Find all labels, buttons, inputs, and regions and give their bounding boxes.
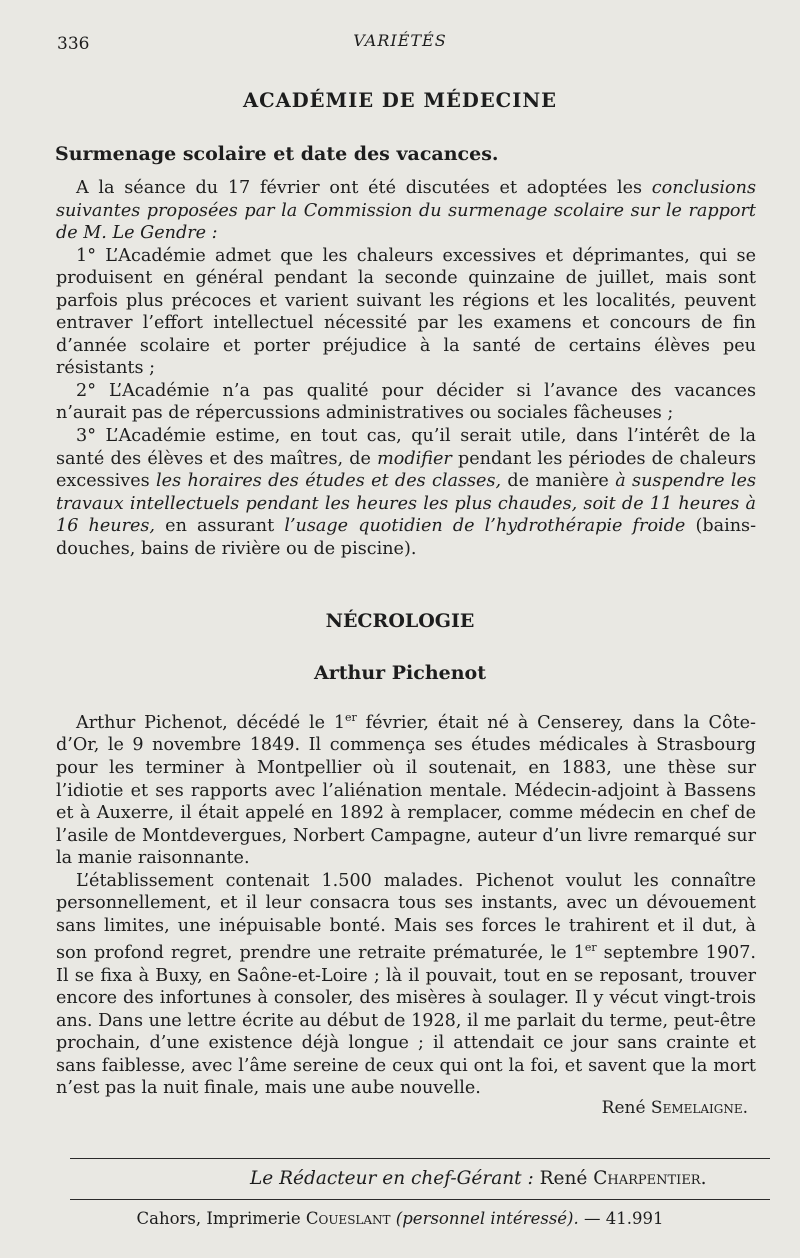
academie-body [56, 177, 756, 560]
obituary-paragraph-1: Arthur Pichenot, décédé le 1er février, était né à Censerey, dans la Côte-d’Or, le 9 novembre 1849. Il commença ses études médicales à Strasbourg pour les terminer à Montpellier où il soutenait, en 1883, une thèse sur l’idiotie et ses rapports avec l’aliénation mentale. Médecin-adjoint à Bassens et à Auxerre, il était appelé en 1892 à remplacer, comme médecin en chef de l’asile de Montdevergues, Norbert Campagne, auteur d’un livre remarqué sur la manie raisonnante. [56, 711, 756, 869]
divider-bottom [70, 1199, 770, 1200]
divider-top [70, 1158, 770, 1159]
section-title-academie: ACADÉMIE DE MÉDECINE [242, 89, 558, 112]
intro-paragraph: A la séance du 17 février ont été discutées et adoptées les conclusions suivantes proposées par la Commission du surmenage scolaire sur le rapport de M. Le Gendre : [56, 178, 756, 244]
conclusion-2: 2° L’Académie n’a pas qualité pour décider si l’avance des vacances n’aurait pas de répercussions administratives ou sociales fâcheuses ; [56, 380, 756, 424]
conclusion-3: 3° L’Académie estime, en tout cas, qu’il serait utile, dans l’intérêt de la santé des élèves et des maîtres, de modifier pendant les périodes de chaleurs excessives les horaires des études et des classes, de manière à suspendre les travaux intellectuels pendant les heures les plus chaudes, soit de 11 heures à 16 heures, en assurant l’usage quotidien de l’hydrothérapie froide (bains-douches, bains de rivière ou de piscine). [56, 426, 757, 559]
conclusion-1: 1° L’Académie admet que les chaleurs excessives et déprimantes, qui se produisent en général pendant la seconde quinzaine de juillet, mais sont parfois plus précoces et varient suivant les régions et les localités, peuvent entraver l’effort intellectuel nécessité par les examens et concours de fin d’année scolaire et porter préjudice à la santé de certains élèves peu résistants ; [56, 245, 756, 379]
obituary-name: Arthur Pichenot [313, 662, 487, 684]
subsection-title-surmenage: Surmenage scolaire et date des vacances. [55, 143, 499, 165]
obituary-body [56, 707, 756, 1100]
obituary-paragraph-2: L’établissement contenait 1.500 malades. Pichenot voulut les connaître personnellement, et il leur consacra tous ses instants, avec un dévouement sans limites, une inépuisable bonté. Mais ses forces le trahirent et il dut, à son profond regret, prendre une retraite prématurée, le 1er septembre 1907. Il se fixa à Buxy, en Saône-et-Loire ; là il pouvait, tout en se reposant, trouver encore des infortunes à consoler, des misères à soulager. Il y vécut vingt-trois ans. Dans une lettre écrite au début de 1928, il me parlait du terme, peut-être prochain, d’une existence déjà longue ; il attendait ce jour sans crainte et sans faiblesse, avec l’âme sereine de ceux qui ont la foi, et savent que la mort n’est pas la nuit finale, mais une aube nouvelle. [56, 870, 756, 1099]
printer-line: Cahors, Imprimerie Coueslant (personnel intéressé). — 41.991 [136, 1209, 664, 1228]
obituary-signature: René Semelaigne. [601, 1098, 748, 1118]
running-title: VARIÉTÉS [353, 31, 447, 50]
page-number: 336 [57, 34, 90, 54]
editor-line: Le Rédacteur en chef-Gérant : René Charpentier. [250, 1168, 707, 1189]
section-title-necrologie: NÉCROLOGIE [325, 610, 475, 632]
